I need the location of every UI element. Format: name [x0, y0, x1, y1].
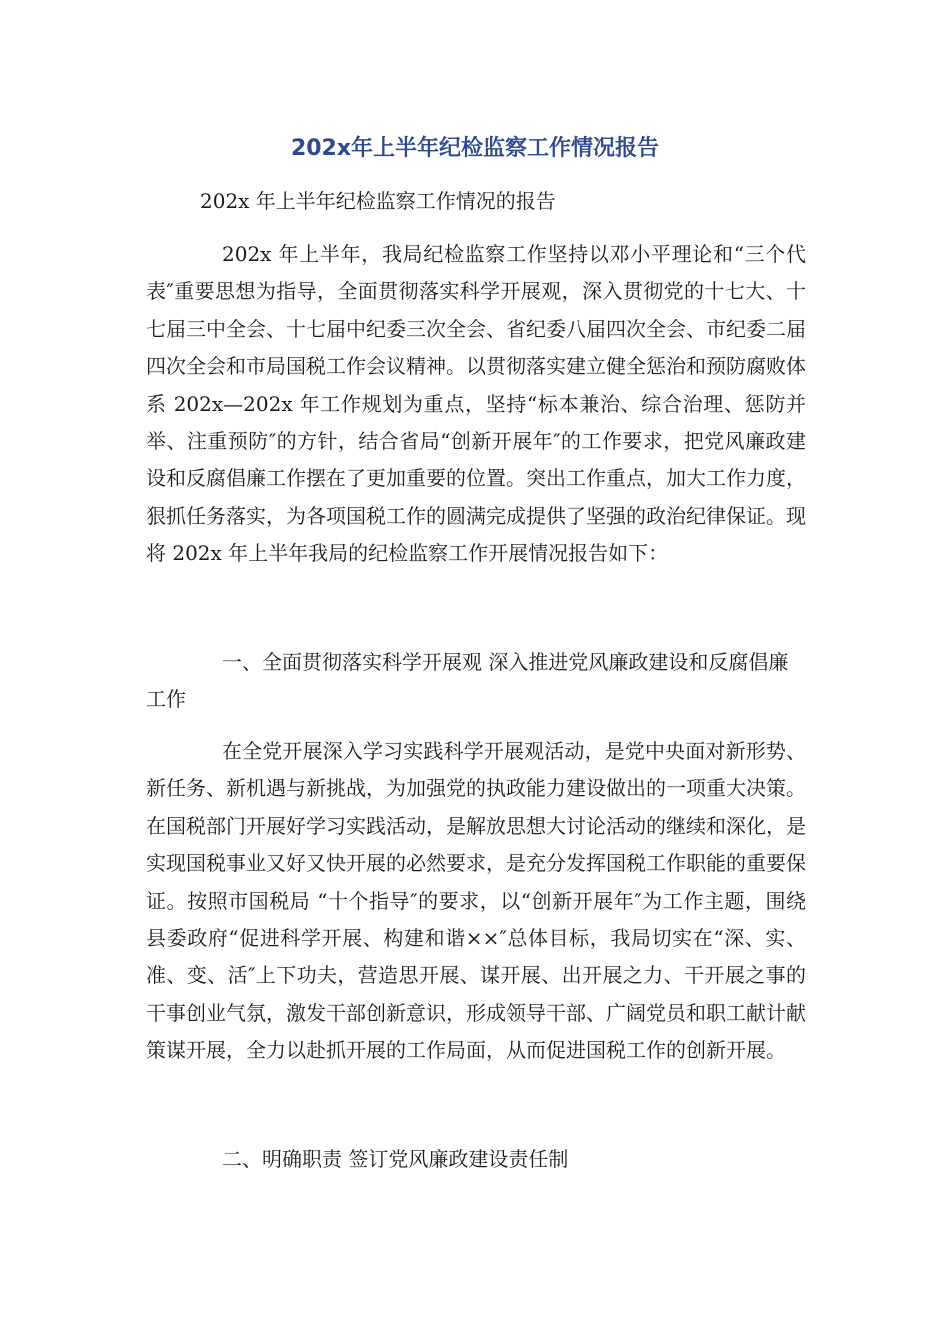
section-1-paragraph: 在全党开展深入学习实践科学开展观活动，是党中央面对新形势、新任务、新机遇与新挑战，为加强党的执政能力建设做出的一项重大决策。在国税部门开展好学习实践活动，是解放思想大讨论活动的继续和深化，是实现国税事业又好又快开展的必然要求，是充分发挥国税工作职能的重要保证。按照市国税局 “十个指导″的要求，以“创新开展年″为工作主题，围绕县委政府“促进科学开展、构建和谐××″总体目标，我局切实在“深、实、准、变、活″上下功夫，营造思开展、谋开展、出开展之力、干开展之事的干事创业气氛，激发干部创新意识，形成领导干部、广阔党员和职工献计献策谋开展，全力以赴抓开展的工作局面，从而促进国税工作的创新开展。 — [146, 739, 806, 1063]
intro-paragraph: 202x 年上半年，我局纪检监察工作坚持以邓小平理论和“三个代表″重要思想为指导，全面贯彻落实科学开展观，深入贯彻党的十七大、十七届三中全会、十七届中纪委三次全会、省纪委八届四次全会、市纪委二届四次全会和市局国税工作会议精神。以贯彻落实建立健全惩治和预防腐败体系 202x—202x 年工作规划为重点，坚持“标本兼治、综合治理、惩防并举、注重预防″的方针，结合省局“创新开展年″的工作要求，把党风廉政建设和反腐倡廉工作摆在了更加重要的位置。突出工作重点，加大工作力度，狠抓任务落实，为各项国税工作的圆满完成提供了坚强的政治纪律保证。现将 202x 年上半年我局的纪检监察工作开展情况报告如下： — [146, 242, 806, 566]
document-subtitle: 202x 年上半年纪检监察工作情况的报告 — [200, 189, 556, 213]
document-title: 202x年上半年纪检监察工作情况报告 — [290, 136, 660, 161]
section-heading-1: 一、全面贯彻落实科学开展观 深入推进党风廉政建设和反腐倡廉工作 — [146, 650, 789, 712]
section-heading-2: 二、明确职责 签订党风廉政建设责任制 — [222, 1147, 569, 1171]
